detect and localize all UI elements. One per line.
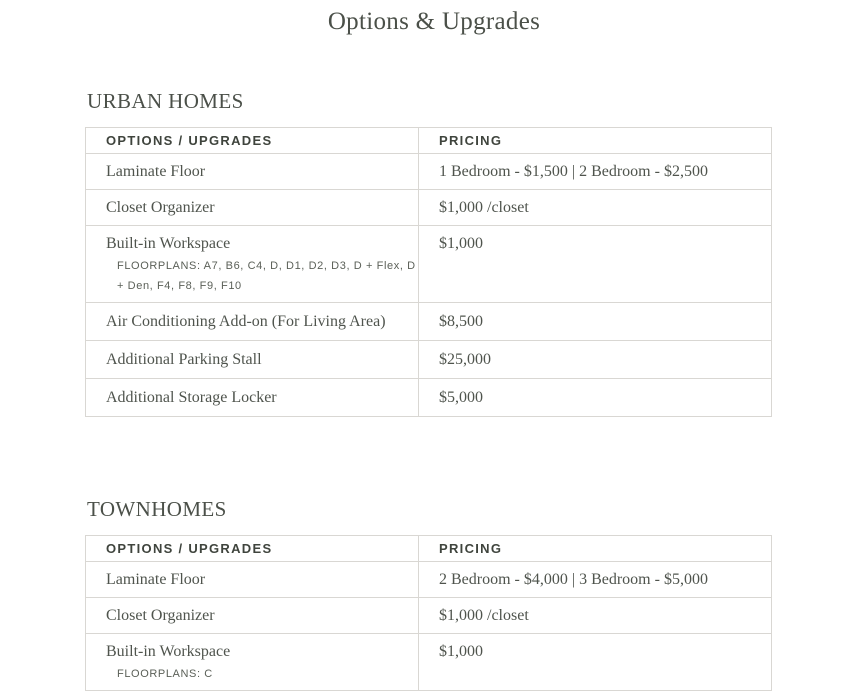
option-cell: Air Conditioning Add-on (For Living Area): [86, 303, 419, 341]
pricing-cell: $5,000: [419, 379, 772, 417]
section-title-townhomes: TOWNHOMES: [87, 497, 227, 521]
option-cell: Laminate Floor: [86, 562, 419, 598]
table-header-row: [86, 536, 772, 562]
pricing-cell: $1,000: [419, 226, 772, 303]
section-title-urban-homes: URBAN HOMES: [87, 89, 244, 113]
table-row: [86, 598, 772, 634]
table-row: [86, 634, 772, 691]
option-label: Built-in Workspace: [106, 643, 231, 660]
pricing-cell: $25,000: [419, 341, 772, 379]
table-row: [86, 341, 772, 379]
pricing-cell: $1,000: [419, 634, 772, 691]
floorplans-note: FLOORPLANS: A7, B6, C4, D, D1, D2, D3, D + Flex, D + Den, F4, F8, F9, F10: [117, 260, 416, 292]
option-cell: Closet Organizer: [86, 598, 419, 634]
column-header-pricing: PRICING: [419, 128, 772, 154]
pricing-cell: $1,000 /closet: [419, 190, 772, 226]
page-title: Options & Upgrades: [327, 8, 541, 35]
table-row: [86, 303, 772, 341]
pricing-cell: $8,500: [419, 303, 772, 341]
floorplans-note: FLOORPLANS: C: [117, 668, 213, 680]
table-row: [86, 154, 772, 190]
townhomes-table: [85, 535, 772, 691]
option-cell: Additional Storage Locker: [86, 379, 419, 417]
column-header-options: OPTIONS / UPGRADES: [86, 536, 419, 562]
option-cell: Closet Organizer: [86, 190, 419, 226]
pricing-cell: 2 Bedroom - $4,000 | 3 Bedroom - $5,000: [419, 562, 772, 598]
table-row: [86, 562, 772, 598]
table-row: [86, 190, 772, 226]
table-row: [86, 226, 772, 303]
pricing-cell: $1,000 /closet: [419, 598, 772, 634]
option-cell: [86, 634, 419, 691]
column-header-options: OPTIONS / UPGRADES: [86, 128, 419, 154]
urban-homes-table: [85, 127, 772, 417]
pricing-cell: 1 Bedroom - $1,500 | 2 Bedroom - $2,500: [419, 154, 772, 190]
option-cell: [86, 226, 419, 303]
option-cell: Laminate Floor: [86, 154, 419, 190]
table-header-row: [86, 128, 772, 154]
option-label: Built-in Workspace: [106, 235, 231, 252]
option-cell: Additional Parking Stall: [86, 341, 419, 379]
column-header-pricing: PRICING: [419, 536, 772, 562]
table-row: [86, 379, 772, 417]
